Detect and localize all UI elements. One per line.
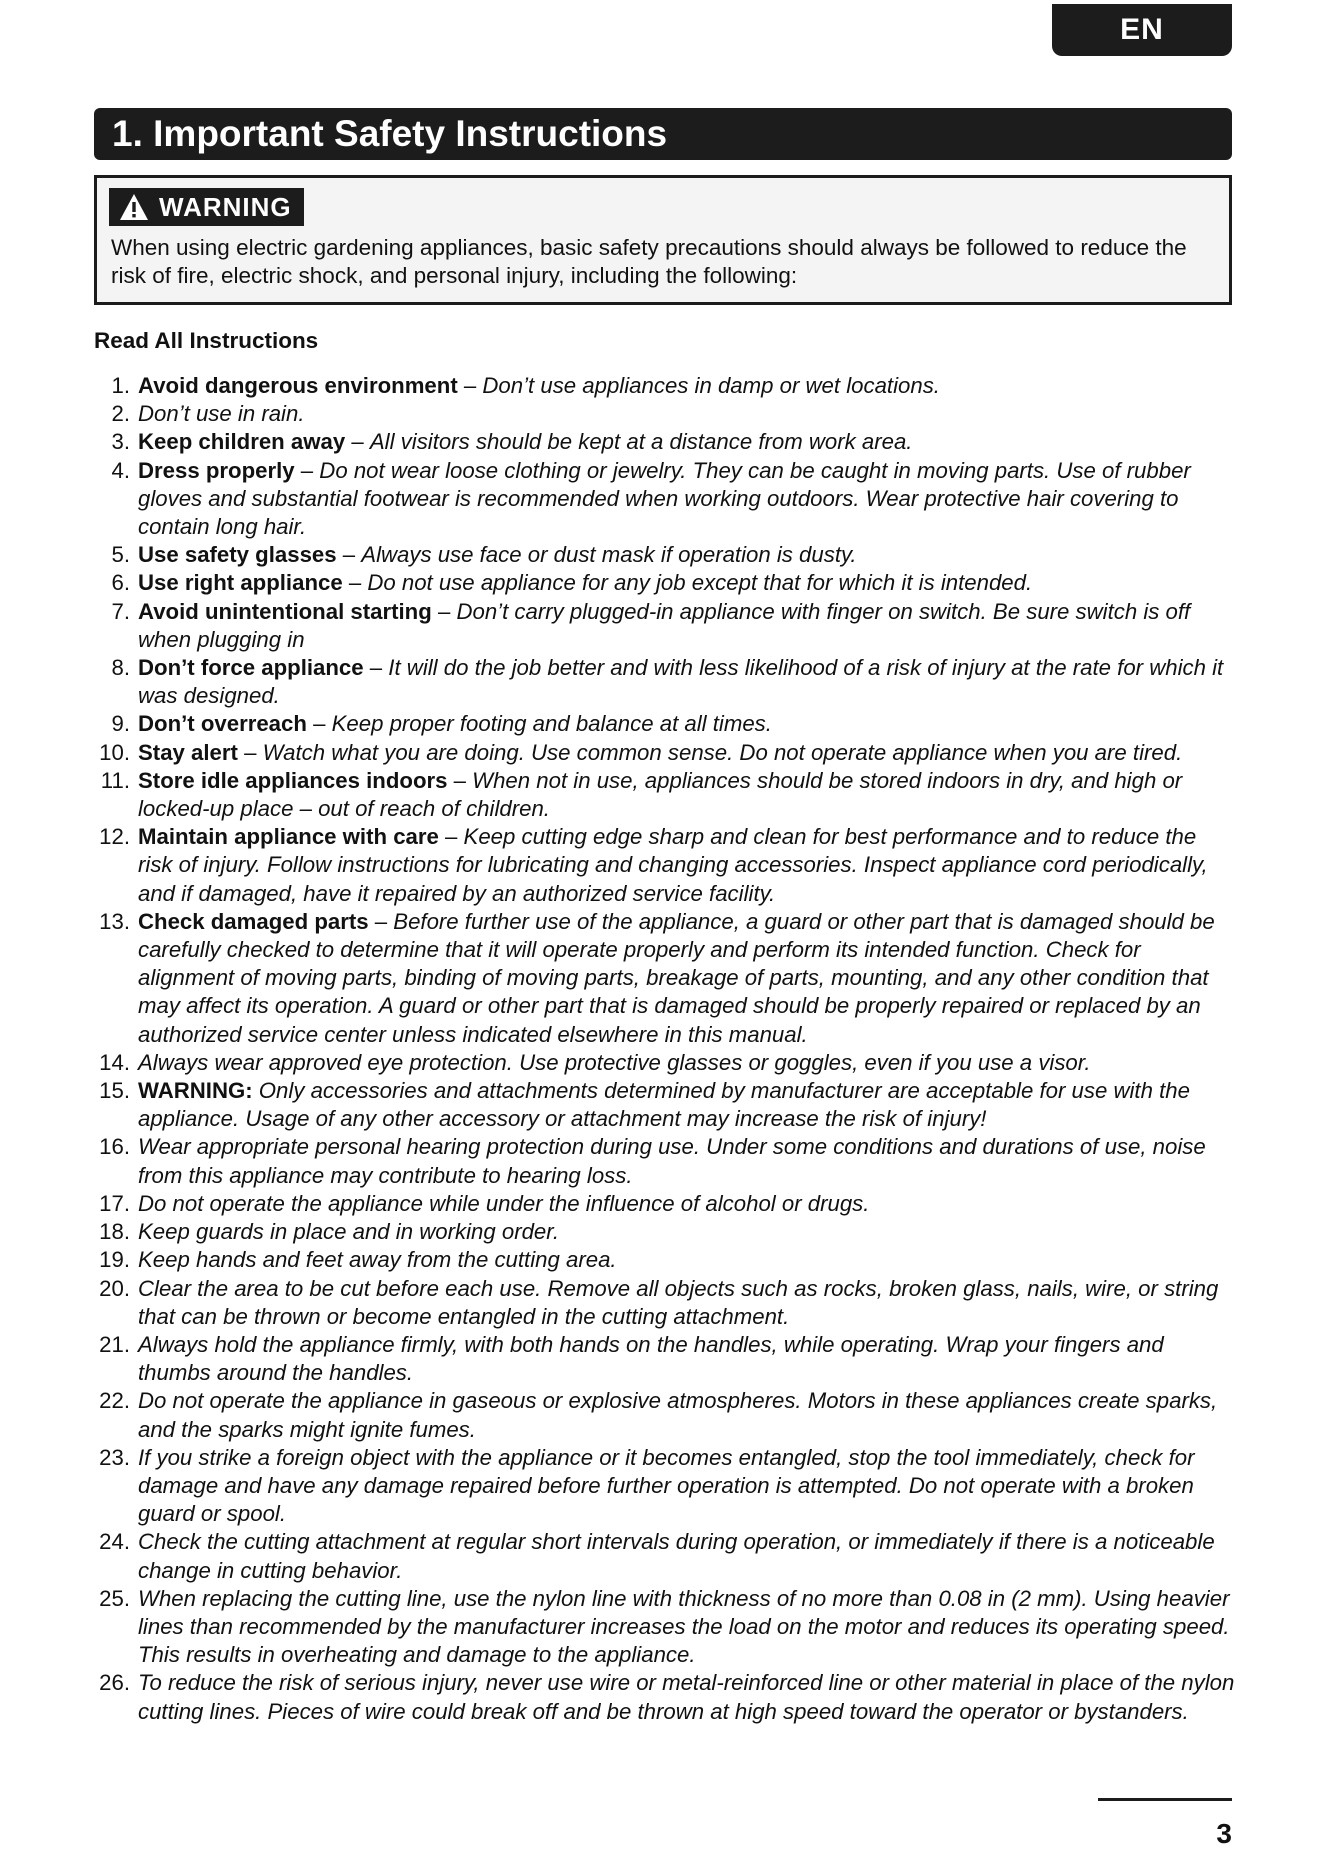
item-number: 7. bbox=[111, 598, 130, 624]
list-item bbox=[94, 767, 1236, 823]
list-item bbox=[94, 598, 1236, 654]
item-number: 10. bbox=[99, 739, 130, 765]
list-item bbox=[94, 908, 1236, 1049]
item-text: Keep proper footing and balance at all times. bbox=[331, 711, 772, 737]
list-item bbox=[94, 1133, 1236, 1189]
warning-text: When using electric gardening appliances, basic safety precautions should always be followed to reduce the risk of fire, electric shock, and personal injury, including the following: bbox=[111, 235, 1187, 288]
item-text: To reduce the risk of serious injury, never use wire or metal-reinforced line or other material in place of the nylon cutting lines. Pieces of wire could break off and be thrown at high speed toward the operator or bystanders. bbox=[138, 1670, 1235, 1724]
item-text: Do not use appliance for any job except that for which it is intended. bbox=[367, 570, 1033, 596]
list-item bbox=[94, 400, 1236, 428]
list-item bbox=[94, 1387, 1236, 1443]
list-item bbox=[94, 1528, 1236, 1584]
item-number: 21. bbox=[99, 1331, 130, 1357]
item-number: 20. bbox=[99, 1275, 130, 1301]
item-text: Always use face or dust mask if operation is dusty. bbox=[361, 542, 857, 568]
item-number: 19. bbox=[99, 1247, 130, 1273]
item-separator: – bbox=[447, 767, 473, 793]
item-title: Store idle appliances indoors bbox=[138, 767, 448, 793]
item-number: 3. bbox=[111, 429, 130, 455]
item-text: Keep cutting edge sharp and clean for best performance and to reduce the risk of injury. Follow instructions for lubricating and changing accessories. Inspect appliance cord periodically, and if damaged, have it repaired by an authorized service facility. bbox=[138, 824, 1208, 906]
item-number: 2. bbox=[111, 401, 130, 427]
list-item bbox=[94, 654, 1236, 710]
warning-label bbox=[109, 188, 304, 226]
item-text: Wear appropriate personal hearing protection during use. Under some conditions and durations of use, noise from this appliance may contribute to hearing loss. bbox=[138, 1134, 1206, 1188]
item-text: Keep guards in place and in working order. bbox=[138, 1219, 559, 1245]
item-separator: – bbox=[294, 457, 320, 483]
list-item bbox=[94, 1077, 1236, 1133]
item-number: 4. bbox=[111, 457, 130, 483]
list-item bbox=[94, 1246, 1236, 1274]
item-text: Before further use of the appliance, a guard or other part that is damaged should be carefully checked to determine that it will operate properly and perform its intended function. Check for alignment of moving parts, binding of moving parts, breakage of parts, mounting, and any other condition that may affect its operation. A guard or other part that is damaged should be properly repaired or replaced by an authorized service center unless indicated elsewhere in this manual. bbox=[138, 908, 1215, 1047]
item-number: 11. bbox=[100, 767, 130, 793]
section-title: 1. Important Safety Instructions bbox=[94, 108, 1232, 160]
list-item bbox=[94, 1669, 1236, 1725]
list-item bbox=[94, 372, 1236, 400]
item-text: Always wear approved eye protection. Use protective glasses or goggles, even if you use a visor. bbox=[138, 1049, 1091, 1075]
item-number: 17. bbox=[99, 1190, 130, 1216]
item-number: 8. bbox=[111, 655, 130, 681]
item-number: 15. bbox=[99, 1078, 130, 1104]
list-item bbox=[94, 1275, 1236, 1331]
item-text: Don’t carry plugged-in appliance with finger on switch. Be sure switch is off when plugging in bbox=[138, 598, 1191, 652]
list-item bbox=[94, 739, 1236, 767]
list-item bbox=[94, 1049, 1236, 1077]
list-item bbox=[94, 428, 1236, 456]
instruction-list bbox=[94, 372, 1236, 1726]
footer-rule bbox=[1098, 1798, 1232, 1801]
subheading: Read All Instructions bbox=[94, 328, 319, 353]
item-number: 22. bbox=[99, 1388, 130, 1414]
item-text: When replacing the cutting line, use the nylon line with thickness of no more than 0.08 in (2 mm). Using heavier lines than recommended by the manufacturer increases the load on the motor and reduces its operating speed. This results in overheating and damage to the appliance. bbox=[138, 1585, 1230, 1668]
item-number: 6. bbox=[111, 570, 130, 596]
item-text: Clear the area to be cut before each use. Remove all objects such as rocks, broken glass, nails, wire, or string that can be thrown or become entangled in the cutting attachment. bbox=[138, 1275, 1219, 1329]
item-text: Don’t use appliances in damp or wet locations. bbox=[482, 373, 940, 398]
item-title: Use safety glasses bbox=[138, 542, 337, 568]
item-text: It will do the job better and with less likelihood of a risk of injury at the rate for which it was designed. bbox=[138, 655, 1224, 709]
item-separator: – bbox=[363, 655, 389, 681]
item-separator: – bbox=[457, 373, 483, 398]
language-tab: EN bbox=[1052, 4, 1232, 56]
item-number: 25. bbox=[99, 1585, 130, 1611]
item-number: 16. bbox=[99, 1134, 130, 1160]
page-number: 3 bbox=[1216, 1818, 1232, 1849]
item-text: Don’t use in rain. bbox=[138, 401, 305, 427]
item-text: All visitors should be kept at a distance from work area. bbox=[369, 429, 913, 455]
item-text: Check the cutting attachment at regular short intervals during operation, or immediately if there is a noticeable change in cutting behavior. bbox=[138, 1529, 1215, 1583]
list-item bbox=[94, 710, 1236, 738]
item-number: 5. bbox=[111, 542, 130, 568]
item-number: 1. bbox=[111, 373, 130, 398]
item-number: 13. bbox=[99, 908, 130, 934]
item-number: 18. bbox=[99, 1219, 130, 1245]
list-item bbox=[94, 541, 1236, 569]
item-separator: – bbox=[237, 739, 263, 765]
list-item bbox=[94, 1444, 1236, 1529]
item-separator: – bbox=[306, 711, 332, 737]
item-text: Do not operate the appliance in gaseous or explosive atmospheres. Motors in these appliances create sparks, and the sparks might ignite fumes. bbox=[138, 1388, 1218, 1442]
item-title: Use right appliance bbox=[138, 570, 343, 596]
item-title: Dress properly bbox=[138, 457, 295, 483]
list-item bbox=[94, 1218, 1236, 1246]
item-number: 14. bbox=[99, 1049, 130, 1075]
item-number: 23. bbox=[99, 1444, 130, 1470]
item-text: Always hold the appliance firmly, with both hands on the handles, while operating. Wrap your fingers and thumbs around the handles. bbox=[138, 1331, 1164, 1386]
item-text: Only accessories and attachments determined by manufacturer are acceptable for use with the appliance. Usage of any other accessory or attachment may increase the risk of injury! bbox=[138, 1078, 1190, 1132]
list-item bbox=[94, 1331, 1236, 1387]
item-text: Watch what you are doing. Use common sense. Do not operate appliance when you are tired. bbox=[262, 739, 1183, 765]
item-title: Stay alert bbox=[138, 739, 238, 765]
list-item bbox=[94, 823, 1236, 908]
item-text: Do not operate the appliance while under the influence of alcohol or drugs. bbox=[138, 1190, 870, 1216]
item-number: 26. bbox=[99, 1670, 130, 1696]
item-separator: – bbox=[342, 570, 368, 596]
item-number: 9. bbox=[111, 711, 130, 737]
warning-triangle-icon bbox=[119, 193, 149, 221]
item-separator: – bbox=[431, 598, 457, 624]
item-separator: – bbox=[368, 908, 394, 934]
item-separator: – bbox=[438, 824, 464, 850]
warning-box bbox=[94, 175, 1232, 305]
item-title: Keep children away bbox=[138, 429, 346, 455]
item-text: If you strike a foreign object with the appliance or it becomes entangled, stop the tool immediately, check for damage and have any damage repaired before further operation is attempted. Do not operate with a broken guard or spool. bbox=[138, 1444, 1195, 1527]
warning-label-text: WARNING bbox=[159, 191, 292, 222]
item-title: Avoid unintentional starting bbox=[138, 598, 432, 624]
item-separator: – bbox=[345, 429, 370, 455]
item-title: Maintain appliance with care bbox=[138, 824, 439, 850]
item-title: Check damaged parts bbox=[138, 908, 369, 934]
item-number: 12. bbox=[99, 824, 130, 850]
item-text: When not in use, appliances should be stored indoors in dry, and high or locked-up place – out of reach of children. bbox=[138, 767, 1183, 822]
item-title: Avoid dangerous environment bbox=[138, 373, 458, 398]
item-title: Don’t force appliance bbox=[138, 655, 364, 681]
item-text: Keep hands and feet away from the cutting area. bbox=[138, 1247, 617, 1273]
list-item bbox=[94, 1585, 1236, 1670]
item-text: Do not wear loose clothing or jewelry. They can be caught in moving parts. Use of rubber gloves and substantial footwear is recommended when working outdoors. Wear protective hair covering to contain long hair. bbox=[138, 457, 1191, 540]
item-title: WARNING: bbox=[138, 1078, 253, 1104]
list-item bbox=[94, 1190, 1236, 1218]
item-number: 24. bbox=[99, 1529, 130, 1555]
item-separator: – bbox=[336, 542, 362, 568]
item-title: Don’t overreach bbox=[138, 711, 307, 737]
list-item bbox=[94, 457, 1236, 542]
list-item bbox=[94, 569, 1236, 597]
